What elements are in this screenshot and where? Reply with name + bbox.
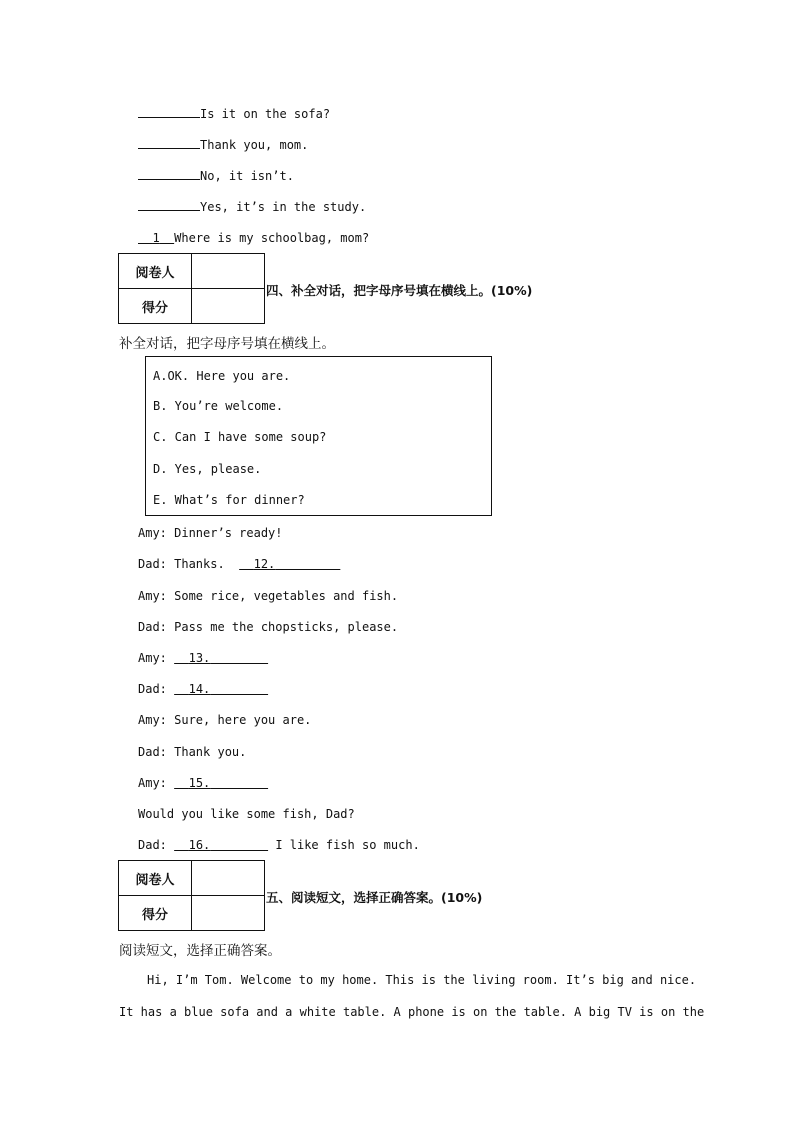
order-line: [138, 105, 330, 122]
reviewer-label: 阅卷人: [119, 861, 192, 896]
reviewer-label: 阅卷人: [119, 254, 192, 289]
dialogue-line: Dad: 16. I like fish so much.: [138, 838, 420, 852]
section-instruction: 阅读短文，选择正确答案。: [119, 943, 281, 959]
reviewer-cell[interactable]: [192, 861, 265, 896]
score-table: [118, 253, 265, 324]
passage-line: It has a blue sofa and a white table. A phone is on the table. A big TV is on the: [119, 1005, 705, 1019]
answer-blank[interactable]: 16.: [188, 838, 211, 852]
option-item: B. You’re welcome.: [153, 399, 284, 413]
option-item: A.OK. Here you are.: [153, 369, 291, 383]
dialogue-line: Amy: Some rice, vegetables and fish.: [138, 589, 399, 603]
answer-blank[interactable]: [138, 136, 200, 149]
order-line-text: Is it on the sofa?: [200, 107, 331, 121]
score-cell[interactable]: [192, 289, 265, 324]
order-line: [138, 230, 369, 246]
passage-line: Hi, I’m Tom. Welcome to my home. This is the living room. It’s big and nice.: [147, 973, 697, 987]
section-title: 五、阅读短文，选择正确答案。(10%): [266, 890, 483, 905]
dialogue-line: Would you like some fish, Dad?: [138, 807, 355, 821]
answer-filled: 1: [152, 231, 160, 245]
score-label: 得分: [119, 896, 192, 931]
section-instruction: 补全对话，把字母序号填在横线上。: [119, 336, 335, 352]
order-line-text: Where is my schoolbag, mom?: [174, 231, 370, 245]
score-label: 得分: [119, 289, 192, 324]
dialogue-line: Amy: Dinner’s ready!: [138, 526, 283, 540]
order-line: [138, 136, 308, 153]
answer-blank[interactable]: 13.: [188, 651, 211, 665]
option-item: C. Can I have some soup?: [153, 430, 327, 444]
order-line-text: Yes, it’s in the study.: [200, 200, 367, 214]
score-cell[interactable]: [192, 896, 265, 931]
answer-blank[interactable]: [138, 198, 200, 211]
section-title: 四、补全对话，把字母序号填在横线上。(10%): [266, 283, 533, 298]
answer-blank[interactable]: 15.: [188, 776, 211, 790]
answer-blank[interactable]: [138, 105, 200, 118]
dialogue-line: Dad: Thank you.: [138, 745, 247, 759]
answer-blank[interactable]: [138, 167, 200, 180]
order-line-text: Thank you, mom.: [200, 138, 309, 152]
reviewer-cell[interactable]: [192, 254, 265, 289]
order-line-text: No, it isn’t.: [200, 169, 294, 183]
answer-blank[interactable]: 12.: [253, 557, 276, 571]
score-table: [118, 860, 265, 931]
order-line: [138, 198, 366, 215]
dialogue-line: Amy: Sure, here you are.: [138, 713, 312, 727]
option-item: D. Yes, please.: [153, 462, 262, 476]
dialogue-line: Dad: Thanks. 12.: [138, 556, 340, 572]
dialogue-line: Dad: 14.: [138, 681, 268, 697]
dialogue-line: Dad: Pass me the chopsticks, please.: [138, 620, 399, 634]
dialogue-line: Amy: 13.: [138, 650, 268, 666]
dialogue-line: Amy: 15.: [138, 775, 268, 791]
answer-blank[interactable]: 14.: [188, 682, 211, 696]
order-line: [138, 167, 294, 184]
option-item: E. What’s for dinner?: [153, 493, 305, 507]
